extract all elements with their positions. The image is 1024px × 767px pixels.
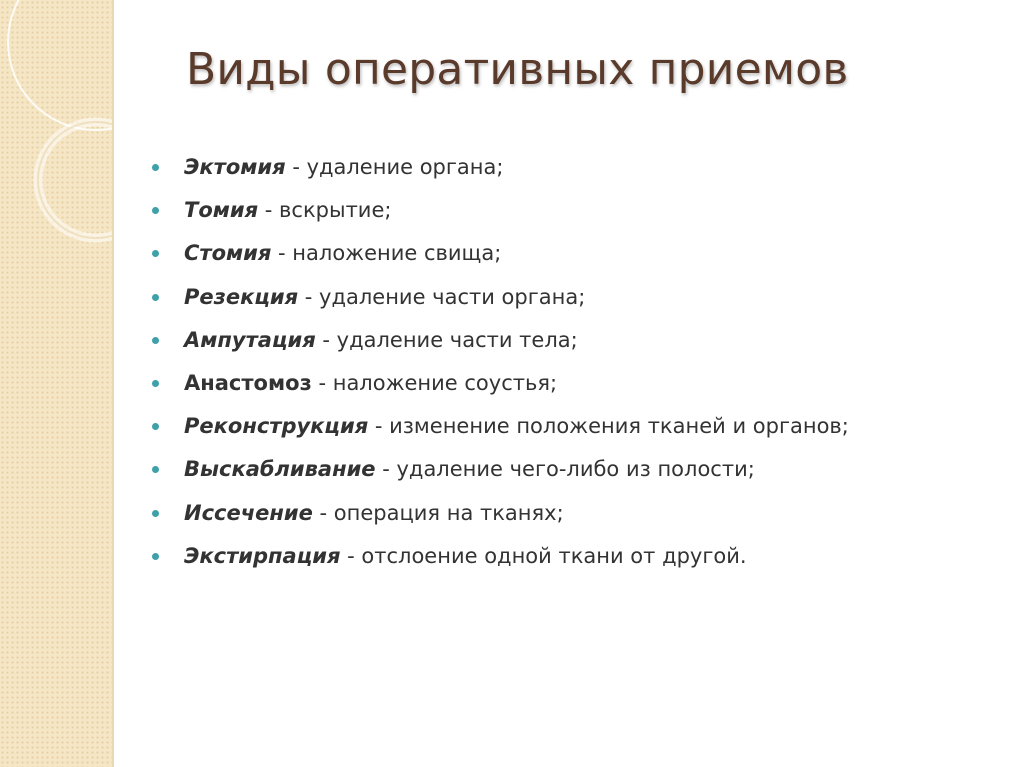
definition: - удаление части тела;	[315, 327, 578, 352]
bullet-list	[152, 146, 849, 578]
term: Выскабливание	[184, 457, 376, 482]
list-item	[152, 405, 849, 448]
list-item	[152, 232, 849, 275]
term: Ампутация	[184, 327, 316, 352]
definition: - наложение свища;	[271, 241, 502, 266]
term: Эктомия	[184, 155, 286, 179]
side-divider	[112, 0, 114, 767]
list-item	[152, 535, 849, 578]
term: Томия	[184, 198, 259, 223]
list-item	[152, 146, 849, 189]
definition: - вскрытие;	[258, 198, 392, 223]
bullet-dot	[152, 250, 159, 257]
slide-title: Виды оперативных приемов	[186, 44, 849, 95]
list-item	[152, 362, 849, 405]
term: Экстирпация	[184, 543, 341, 568]
list-item	[152, 319, 849, 362]
term: Стомия	[184, 241, 272, 266]
term: Резекция	[184, 284, 299, 309]
bullet-dot	[152, 466, 159, 473]
term: Иссечение	[184, 500, 313, 525]
bullet-dot	[152, 294, 159, 301]
list-item	[152, 276, 849, 319]
decorative-side-panel	[0, 0, 112, 767]
term: Реконструкция	[184, 414, 369, 439]
bullet-dot	[152, 423, 159, 430]
list-item	[152, 448, 849, 491]
term: Анастомоз	[184, 370, 312, 395]
bullet-dot	[152, 337, 159, 344]
definition: - отслоение одной ткани от другой.	[340, 543, 747, 568]
bullet-dot	[152, 510, 159, 517]
definition: - удаление органа;	[285, 155, 504, 179]
bullet-dot	[152, 207, 159, 214]
definition: - удаление чего-либо из полости;	[375, 457, 755, 482]
bullet-dot	[152, 553, 159, 560]
bullet-dot	[152, 380, 159, 387]
decorative-circles	[0, 0, 112, 260]
list-item	[152, 492, 849, 535]
definition: - удаление части органа;	[298, 284, 586, 309]
definition: - наложение соустья;	[311, 370, 558, 395]
definition: - изменение положения тканей и органов;	[368, 414, 849, 439]
list-item	[152, 189, 849, 232]
bullet-dot	[152, 164, 159, 171]
definition: - операция на тканях;	[312, 500, 564, 525]
